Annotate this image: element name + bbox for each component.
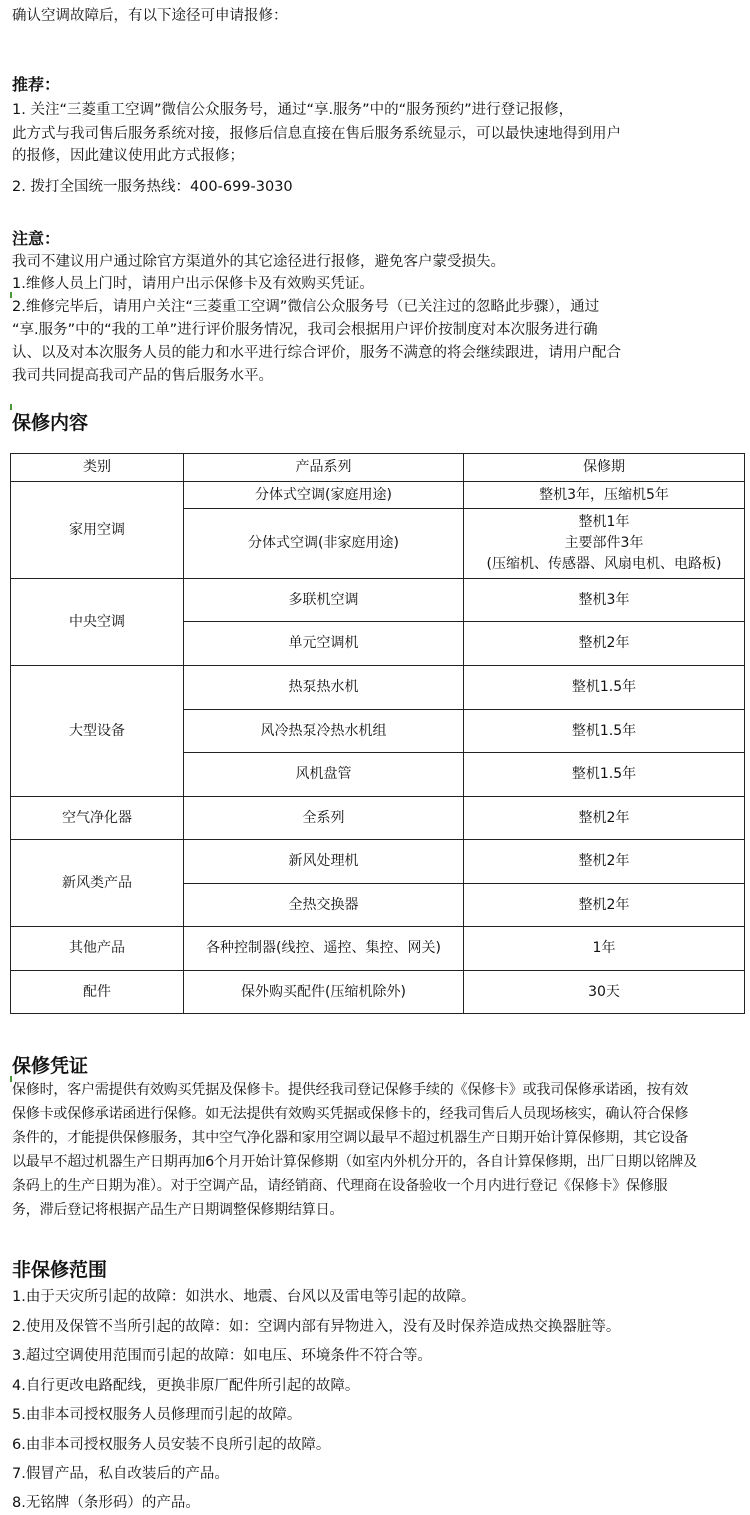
exclusion-item: 8.无铭牌（条形码）的产品。 [12,1495,200,1511]
proof-line: 以最早不超过机器生产日期再加6个月开始计算保修期（如室内外机分开的，各自计算保修期，出厂日期以铭牌及 [12,1154,697,1170]
proof-line: 务，滞后登记将根据产品生产日期调整保修期结算日。 [12,1202,344,1218]
period-cell: 整机1.5年 [464,753,745,797]
category-cell: 大型设备 [11,666,184,797]
period-line: 主要部件3年 [564,535,644,551]
product-cell: 分体式空调(家庭用途) [184,482,464,509]
proof-line: 保修卡或保修承诺函进行保修。如无法提供有效购买凭据或保修卡的，经我司售后人员现场核实，确认符合保修 [12,1106,689,1122]
product-cell: 热泵热水机 [184,666,464,710]
exclusion-item: 7.假冒产品，私自改装后的产品。 [12,1466,229,1482]
table-row [11,840,745,884]
proof-line: 条码上的生产日期为准）。对于空调产品，请经销商、代理商在设备验收一个月内进行登记《保修卡》保修服 [12,1178,668,1194]
header-period: 保修期 [464,454,745,482]
period-cell: 整机3年 [464,579,745,622]
header-product: 产品系列 [184,454,464,482]
recommend-line: 此方式与我司售后服务系统对接，报修后信息直接在售后服务系统显示，可以最快速地得到用户 [12,126,621,142]
period-cell: 整机3年，压缩机5年 [464,482,745,509]
period-cell: 整机2年 [464,884,745,927]
period-cell: 1年 [464,927,745,971]
product-cell: 单元空调机 [184,622,464,666]
notice-line: 认、以及对本次服务人员的能力和水平进行综合评价，服务不满意的将会继续跟进，请用户配合 [12,345,621,361]
category-cell: 其他产品 [11,927,184,971]
proof-line: 条件的，才能提供保修服务，其中空气净化器和家用空调以最早不超过机器生产日期开始计算保修期，其它设备 [12,1130,689,1146]
category-cell: 家用空调 [11,482,184,579]
recommend-heading: 推荐： [12,75,61,94]
period-cell: 整机2年 [464,840,745,884]
product-cell: 各种控制器(线控、遥控、集控、网关) [184,927,464,971]
exclusions-title: 非保修范围 [12,1259,108,1281]
exclusion-item: 5.由非本司授权服务人员修理而引起的故障。 [12,1407,302,1423]
proof-line: 保修时，客户需提供有效购买凭据及保修卡。提供经我司登记保修手续的《保修卡》或我司保修承诺函，按有效 [12,1082,689,1098]
product-cell: 风冷热泵冷热水机组 [184,710,464,753]
table-row [11,797,745,840]
recommend-line: 1. 关注“三菱重工空调”微信公众服务号，通过“享.服务”中的“服务预约”进行登记报修， [12,102,574,118]
table-row [11,579,745,622]
category-cell: 配件 [11,971,184,1014]
table-row [11,666,745,710]
notice-line: 1.维修人员上门时，请用户出示保修卡及有效购买凭证。 [12,276,374,292]
period-cell: 整机1.5年 [464,710,745,753]
category-cell: 新风类产品 [11,840,184,927]
period-cell: 30天 [464,971,745,1014]
period-line: 整机1年 [578,514,630,530]
period-cell: 整机2年 [464,797,745,840]
product-cell: 分体式空调(非家庭用途) [184,509,464,579]
notice-line: “享.服务”中的“我的工单”进行评价服务情况，我司会根据用户评价按制度对本次服务进行确 [12,322,598,338]
period-cell: 整机2年 [464,622,745,666]
category-cell: 空气净化器 [11,797,184,840]
category-cell: 中央空调 [11,579,184,666]
period-cell: 整机1.5年 [464,666,745,710]
table-header-row [11,454,745,482]
header-category: 类别 [11,454,184,482]
notice-heading: 注意： [12,229,61,248]
product-cell: 风机盘管 [184,753,464,797]
notice-line: 2.维修完毕后，请用户关注“三菱重工空调”微信公众服务号（已关注过的忽略此步骤），通过 [12,299,600,315]
notice-line: 我司共同提高我司产品的售后服务水平。 [12,368,273,384]
warranty-title: 保修内容 [12,412,89,434]
table-row [11,482,745,509]
period-cell [464,509,745,579]
product-cell: 新风处理机 [184,840,464,884]
notice-line: 我司不建议用户通过除官方渠道外的其它途径进行报修，避免客户蒙受损失。 [12,254,505,270]
product-cell: 全系列 [184,797,464,840]
exclusion-item: 6.由非本司授权服务人员安装不良所引起的故障。 [12,1437,331,1453]
product-cell: 多联机空调 [184,579,464,622]
product-cell: 全热交换器 [184,884,464,927]
table-row [11,971,745,1014]
exclusion-item: 2.使用及保管不当所引起的故障：如：空调内部有异物进入，没有及时保养造成热交换器脏等。 [12,1319,621,1335]
proof-title: 保修凭证 [12,1055,89,1077]
recommend-hotline: 2. 拨打全国统一服务热线：400-699-3030 [12,179,293,195]
intro-text: 确认空调故障后，有以下途径可申请报修： [12,8,288,24]
exclusion-item: 4.自行更改电路配线，更换非原厂配件所引起的故障。 [12,1378,360,1394]
table-row [11,927,745,971]
exclusion-item: 1.由于天灾所引起的故障：如洪水、地震、台风以及雷电等引起的故障。 [12,1289,476,1305]
exclusion-item: 3.超过空调使用范围而引起的故障：如电压、环境条件不符合等。 [12,1348,432,1364]
product-cell: 保外购买配件(压缩机除外) [184,971,464,1014]
warranty-table [10,453,745,1014]
recommend-line: 的报修，因此建议使用此方式报修； [12,148,244,164]
period-line: (压缩机、传感器、风扇电机、电路板) [486,556,722,572]
